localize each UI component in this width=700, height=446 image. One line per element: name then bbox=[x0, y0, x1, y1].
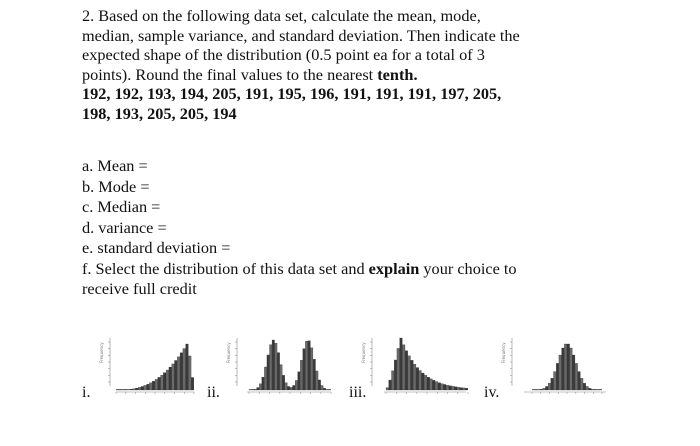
histogram-bar bbox=[551, 378, 554, 390]
histogram-bar bbox=[147, 384, 150, 390]
histogram-bar bbox=[149, 383, 152, 390]
histogram-bar bbox=[311, 348, 313, 390]
select-text-post: your choice to bbox=[419, 258, 517, 278]
intro-line-1: 2. Based on the following data set, calculate the mean, mode, bbox=[82, 6, 481, 25]
option-label-ii: ii. bbox=[207, 384, 220, 401]
histogram-bar bbox=[275, 343, 277, 390]
histogram-bar bbox=[169, 367, 172, 390]
histogram-bar bbox=[540, 389, 543, 390]
select-text-bold: explain bbox=[368, 258, 420, 278]
answer-mean: a. Mean = bbox=[82, 156, 148, 175]
histogram-bar bbox=[166, 370, 169, 390]
histogram-bar bbox=[180, 353, 183, 390]
histogram-bar bbox=[144, 385, 147, 390]
histogram-bar bbox=[589, 388, 592, 390]
answer-variance: d. variance = bbox=[82, 217, 167, 237]
histogram-bar bbox=[559, 355, 562, 390]
answer-list bbox=[82, 156, 642, 300]
histogram-bar bbox=[158, 377, 161, 390]
histogram-bar bbox=[122, 389, 125, 390]
histogram-bar bbox=[136, 388, 139, 390]
histogram-bar bbox=[249, 389, 251, 390]
histogram-bar bbox=[599, 389, 602, 390]
histogram-bar bbox=[432, 380, 435, 390]
histogram-bar bbox=[188, 356, 191, 390]
histogram-bar bbox=[465, 388, 468, 390]
histogram-bar bbox=[460, 388, 463, 390]
question-text bbox=[82, 6, 642, 123]
histogram-bar bbox=[280, 365, 282, 390]
histogram-bar bbox=[127, 389, 130, 390]
histogram-bar bbox=[570, 348, 573, 390]
histogram-bar bbox=[259, 384, 261, 390]
histogram-bar bbox=[545, 386, 548, 390]
histogram-bar bbox=[438, 383, 441, 390]
histogram-bar bbox=[177, 357, 180, 390]
histogram-bar bbox=[580, 378, 583, 390]
histogram-bar bbox=[264, 367, 266, 390]
histogram-bar bbox=[416, 368, 419, 390]
histogram-bar bbox=[191, 378, 194, 391]
histogram-bar bbox=[295, 380, 297, 390]
histogram-bar bbox=[290, 387, 292, 390]
histogram-bar bbox=[300, 360, 302, 390]
histogram-bar bbox=[578, 372, 581, 390]
histogram-bar bbox=[449, 386, 452, 390]
histogram-bar bbox=[572, 355, 575, 390]
hist-iii-ylabel: Frequency bbox=[361, 342, 366, 363]
histogram-bar bbox=[155, 379, 158, 390]
option-label-iii: iii. bbox=[349, 384, 367, 401]
histogram-bar bbox=[138, 387, 141, 390]
histogram-bar bbox=[583, 383, 586, 390]
histogram-bar bbox=[463, 388, 466, 390]
data-line-1: 192, 192, 193, 194, 205, 191, 195, 196, 191, 191, 191, 197, 205, bbox=[82, 84, 502, 103]
histogram-bar bbox=[141, 386, 144, 390]
histogram-bar bbox=[285, 383, 287, 390]
hist-iv-bars bbox=[532, 344, 602, 390]
histogram-bar bbox=[267, 355, 269, 390]
histogram-bar bbox=[402, 345, 405, 390]
histogram-bar bbox=[305, 341, 307, 390]
answer-median: c. Median = bbox=[82, 197, 161, 216]
histogram-bar bbox=[389, 380, 392, 390]
histogram-bar bbox=[287, 386, 289, 390]
histogram-ii bbox=[225, 330, 337, 396]
hist-ii-ylabel: Frequency bbox=[226, 342, 231, 363]
histogram-bar bbox=[161, 375, 164, 390]
intro-line-3: expected shape of the distribution (0.5 point ea for a total of 3 bbox=[82, 45, 485, 64]
hist-i-bars bbox=[116, 344, 194, 390]
histogram-bar bbox=[430, 379, 433, 390]
select-text-pre: f. Select the distribution of this data set and bbox=[82, 258, 369, 278]
hist-iii-bars bbox=[386, 338, 468, 390]
option-label-i: i. bbox=[82, 384, 91, 401]
histogram-bar bbox=[252, 389, 254, 390]
histogram-bar bbox=[254, 389, 256, 390]
histogram-bar bbox=[413, 364, 416, 390]
histogram-bar bbox=[326, 389, 328, 390]
histogram-bar bbox=[394, 360, 397, 390]
histogram-bar bbox=[313, 359, 315, 390]
histogram-bar bbox=[424, 375, 427, 390]
histogram-bar bbox=[586, 386, 589, 390]
histogram-bar bbox=[548, 383, 551, 390]
histogram-bar bbox=[562, 348, 565, 390]
histogram-bar bbox=[400, 338, 403, 390]
histogram-iv bbox=[500, 330, 612, 396]
histogram-bar bbox=[408, 356, 411, 390]
histogram-bar bbox=[535, 389, 538, 390]
histogram-bar bbox=[564, 344, 567, 390]
answer-mode: b. Mode = bbox=[82, 176, 150, 196]
histogram-bar bbox=[116, 389, 119, 390]
histogram-bar bbox=[183, 349, 186, 390]
histogram-bar bbox=[262, 377, 264, 390]
histogram-bar bbox=[405, 351, 408, 390]
histogram-bar bbox=[316, 371, 318, 390]
data-line-2: 198, 193, 205, 205, 194 bbox=[82, 103, 237, 123]
histogram-bar bbox=[575, 363, 578, 390]
histogram-bar bbox=[446, 385, 449, 390]
histogram-bar bbox=[152, 381, 155, 390]
histogram-bar bbox=[454, 387, 457, 390]
histogram-bar bbox=[543, 388, 546, 390]
histogram-bar bbox=[427, 377, 430, 390]
histogram-bar bbox=[303, 349, 305, 390]
histogram-bar bbox=[321, 385, 323, 390]
histogram-bar bbox=[328, 389, 330, 390]
histogram-bar bbox=[257, 388, 259, 390]
histogram-bar bbox=[435, 382, 438, 390]
histogram-bar bbox=[323, 388, 325, 390]
answer-std: e. standard deviation = bbox=[82, 238, 231, 257]
hist-i-ylabel: Frequency bbox=[99, 342, 104, 363]
histogram-bar bbox=[293, 385, 295, 390]
histogram-bar bbox=[272, 340, 274, 390]
histogram-bar bbox=[419, 370, 422, 390]
answer-select-distribution bbox=[82, 259, 642, 300]
histogram-bar bbox=[186, 344, 189, 390]
histogram-bar bbox=[556, 363, 559, 390]
histogram-bar bbox=[270, 345, 272, 390]
histogram-bar bbox=[133, 389, 136, 390]
intro-line-2: median, sample variance, and standard deviation. Then indicate the bbox=[82, 25, 520, 45]
histogram-bar bbox=[308, 341, 310, 390]
histogram-bar bbox=[457, 387, 460, 390]
intro-line-4: points). Round the final values to the nearest bbox=[82, 64, 378, 84]
histogram-bar bbox=[597, 389, 600, 390]
histogram-bar bbox=[397, 348, 400, 390]
histogram-bar bbox=[594, 389, 597, 390]
histogram-bar bbox=[119, 389, 122, 390]
histogram-bar bbox=[172, 364, 175, 390]
histogram-bar bbox=[282, 375, 284, 390]
histogram-bar bbox=[452, 386, 455, 390]
histogram-bar bbox=[443, 384, 446, 390]
histogram-bar bbox=[411, 360, 414, 390]
histogram-bar bbox=[537, 389, 540, 390]
histogram-bar bbox=[532, 389, 535, 390]
histogram-bar bbox=[422, 373, 425, 390]
question-intro bbox=[82, 6, 642, 84]
histogram-iii bbox=[360, 330, 472, 396]
histogram-bar bbox=[386, 388, 389, 390]
histogram-bar bbox=[391, 371, 394, 390]
data-set bbox=[82, 84, 642, 123]
intro-bold: tenth. bbox=[377, 64, 418, 84]
histogram-i bbox=[98, 330, 200, 396]
histogram-bar bbox=[277, 353, 279, 390]
histogram-bar bbox=[554, 372, 557, 390]
histogram-bar bbox=[163, 373, 166, 390]
histogram-bar bbox=[318, 380, 320, 390]
histogram-bar bbox=[175, 360, 178, 390]
select-text-line2: receive full credit bbox=[82, 279, 197, 298]
hist-iv-ylabel: Frequency bbox=[501, 342, 506, 363]
histogram-bar bbox=[298, 372, 300, 390]
histogram-bar bbox=[567, 344, 570, 390]
option-label-iv: iv. bbox=[484, 384, 500, 401]
histogram-bar bbox=[591, 389, 594, 390]
hist-ii-bars bbox=[249, 340, 331, 390]
histogram-bar bbox=[130, 389, 133, 390]
histogram-bar bbox=[124, 389, 127, 390]
histogram-bar bbox=[441, 384, 444, 390]
